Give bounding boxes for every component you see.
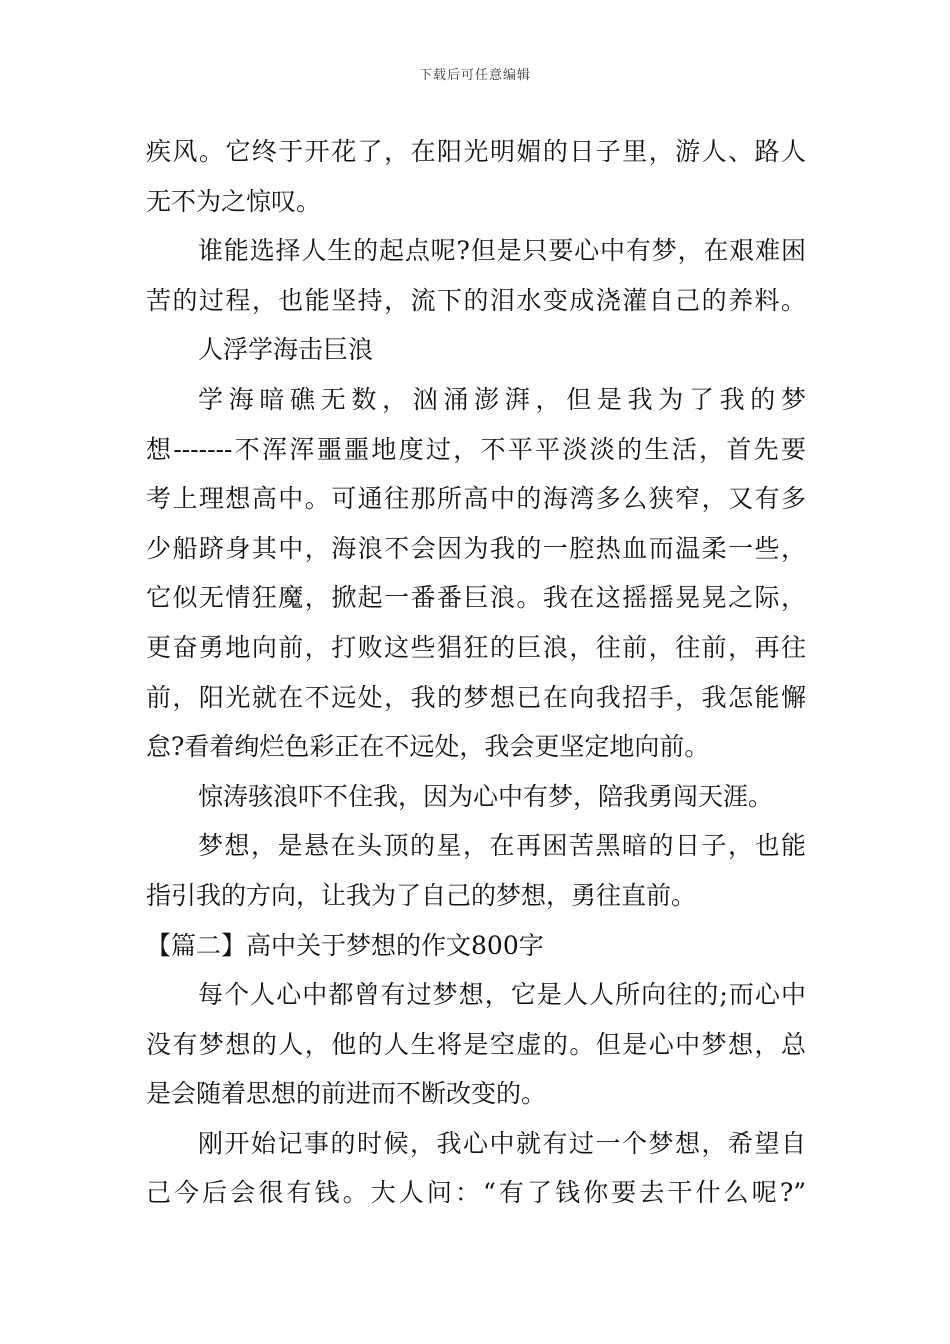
- text-line: 己今后会很有钱。大人问：“有了钱你要去干什么呢?”: [146, 1178, 806, 1208]
- paragraph-start: 谁能选择人生的起点呢?但是只要心中有梦，在艰难困: [198, 236, 806, 266]
- text-line: 少船跻身其中，海浪不会因为我的一腔热血而温柔一些，: [146, 533, 806, 563]
- page-header: 下载后可任意编辑: [418, 68, 531, 83]
- text-line: 没有梦想的人，他的人生将是空虚的。但是心中梦想，总: [146, 1029, 806, 1059]
- document-body: [146, 127, 806, 1218]
- text-line: 苦的过程，也能坚持，流下的泪水变成浇灌自己的养料。: [146, 285, 806, 315]
- paragraph-start: 刚开始记事的时候，我心中就有过一个梦想，希望自: [198, 1128, 806, 1158]
- text-line: 它似无情狂魔，掀起一番番巨浪。我在这摇摇晃晃之际，: [146, 583, 806, 613]
- paragraph-start: 每个人心中都曾有过梦想，它是人人所向往的;而心中: [198, 980, 806, 1010]
- section-title: 【篇二】高中关于梦想的作文800字: [146, 930, 544, 960]
- paragraph-start: 学海暗礁无数，汹涌澎湃，但是我为了我的梦: [198, 384, 806, 414]
- text-line: 前，阳光就在不远处，我的梦想已在向我招手，我怎能懈: [146, 682, 806, 712]
- subheading: 人浮学海击巨浪: [198, 335, 374, 365]
- paragraph-start: 惊涛骇浪吓不住我，因为心中有梦，陪我勇闯天涯。: [198, 781, 774, 811]
- text-line: 怠?看着绚烂色彩正在不远处，我会更坚定地向前。: [146, 732, 710, 762]
- text-line: 疾风。它终于开花了，在阳光明媚的日子里，游人、路人: [146, 137, 806, 166]
- text-line: 无不为之惊叹。: [146, 186, 322, 216]
- text-line: 是会随着思想的前进而不断改变的。: [146, 1079, 547, 1109]
- text-line: 想-------不浑浑噩噩地度过，不平平淡淡的生活，首先要: [146, 434, 806, 464]
- paragraph-start: 梦想，是悬在头顶的星，在再困苦黑暗的日子，也能: [198, 831, 806, 861]
- text-line: 指引我的方向，让我为了自己的梦想，勇往直前。: [146, 880, 697, 910]
- text-line: 考上理想高中。可通往那所高中的海湾多么狭窄，又有多: [146, 484, 806, 514]
- text-line: 更奋勇地向前，打败这些猖狂的巨浪，往前，往前，再往: [146, 632, 806, 662]
